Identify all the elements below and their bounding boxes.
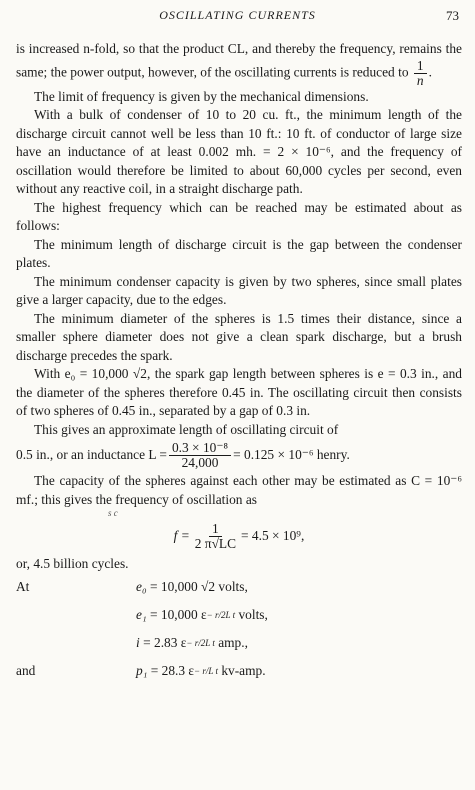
paragraph-9: This gives an approximate length of oscillating circuit of xyxy=(34,421,339,437)
paragraph-11: The capacity of the spheres against each other may be estimated as C = 10⁻⁶ mf.; this gives the frequency of oscillation as xyxy=(16,473,462,507)
handwritten-note: s c xyxy=(108,508,118,518)
frequency-equation: f = $\frac{1}{2 \pi√LC}$ = 4.5 × 10⁹, xyxy=(173,521,305,551)
paragraph-7: The minimum diameter of the spheres is 1.5 times their distance, since a smaller sphere diameter does not give a clean spark discharge, but a brush discharge precedes the spark. xyxy=(16,310,462,363)
inductance-fraction: $\frac{\text{0.3 × 10⁻⁸}}{24,000}$ xyxy=(169,441,231,470)
equation-row: e₁ = 10,000 ε − r/2L t volts, xyxy=(136,607,268,623)
paragraph-6: The minimum condenser capacity is given by two spheres, since small plates give a larger capacity, due to the edges. xyxy=(16,273,462,307)
paragraph-3: With a bulk of condenser of 10 to 20 cu. ft., the minimum length of the discharge circuit cannot well be less than 10 ft.: 10 ft. of conductor of large size have an inductance of at least 0.002 mh. = 2 × 10⁻⁶, and the frequency of oscillation would therefore be limited to about 60,000 cycles per second, even without any reactive coil, in a straight discharge path. xyxy=(16,107,462,196)
paragraph-4: The highest frequency which can be reached may be estimated about as follows: xyxy=(16,199,462,233)
paragraph-12: or, 4.5 billion cycles. xyxy=(16,556,129,571)
paragraph-1: is increased n-fold, so that the product CL, and thereby the frequency, remains the same; the power output, however, of the oscillating currents is reduced to $\frac{1}{n}$ . xyxy=(16,41,462,88)
paragraph-8: With e₀ = 10,000 √2, the spark gap length between spheres is e = 0.3 in., and the diameter of the spheres therefore 0.45 in. The oscillating circuit then consists of two spheres of 0.45 in., separated by a gap of 0.3 in. xyxy=(16,366,462,418)
page-header xyxy=(0,8,475,28)
running-head: OSCILLATING CURRENTS xyxy=(159,8,316,22)
equation-row: i = 2.83 ε − r/2L t amp., xyxy=(136,635,248,651)
page-number: 73 xyxy=(446,8,459,23)
paragraph-2: The limit of frequency is given by the mechanical dimensions. xyxy=(34,88,369,104)
inductance-equation: 0.5 in., or an inductance L = $\frac{\text{0.3 × 10⁻⁸}}{24,000}$ = 0.125 × 10⁻⁶ henry. xyxy=(16,440,350,470)
paragraph-5: The minimum length of discharge circuit is the gap between the condenser plates. xyxy=(16,236,462,270)
page-body xyxy=(16,40,462,686)
fraction-one-over-n: $\frac{1}{n}$ xyxy=(414,59,427,88)
equation-row: At e₀ = 10,000 √2 volts, xyxy=(16,579,248,595)
equation-row: and p₁ = 28.3 ε − r/L t kv-amp. xyxy=(16,663,266,679)
frequency-fraction: $\frac{1}{2 \pi√LC}$ xyxy=(194,521,237,551)
equation-block xyxy=(16,574,462,686)
